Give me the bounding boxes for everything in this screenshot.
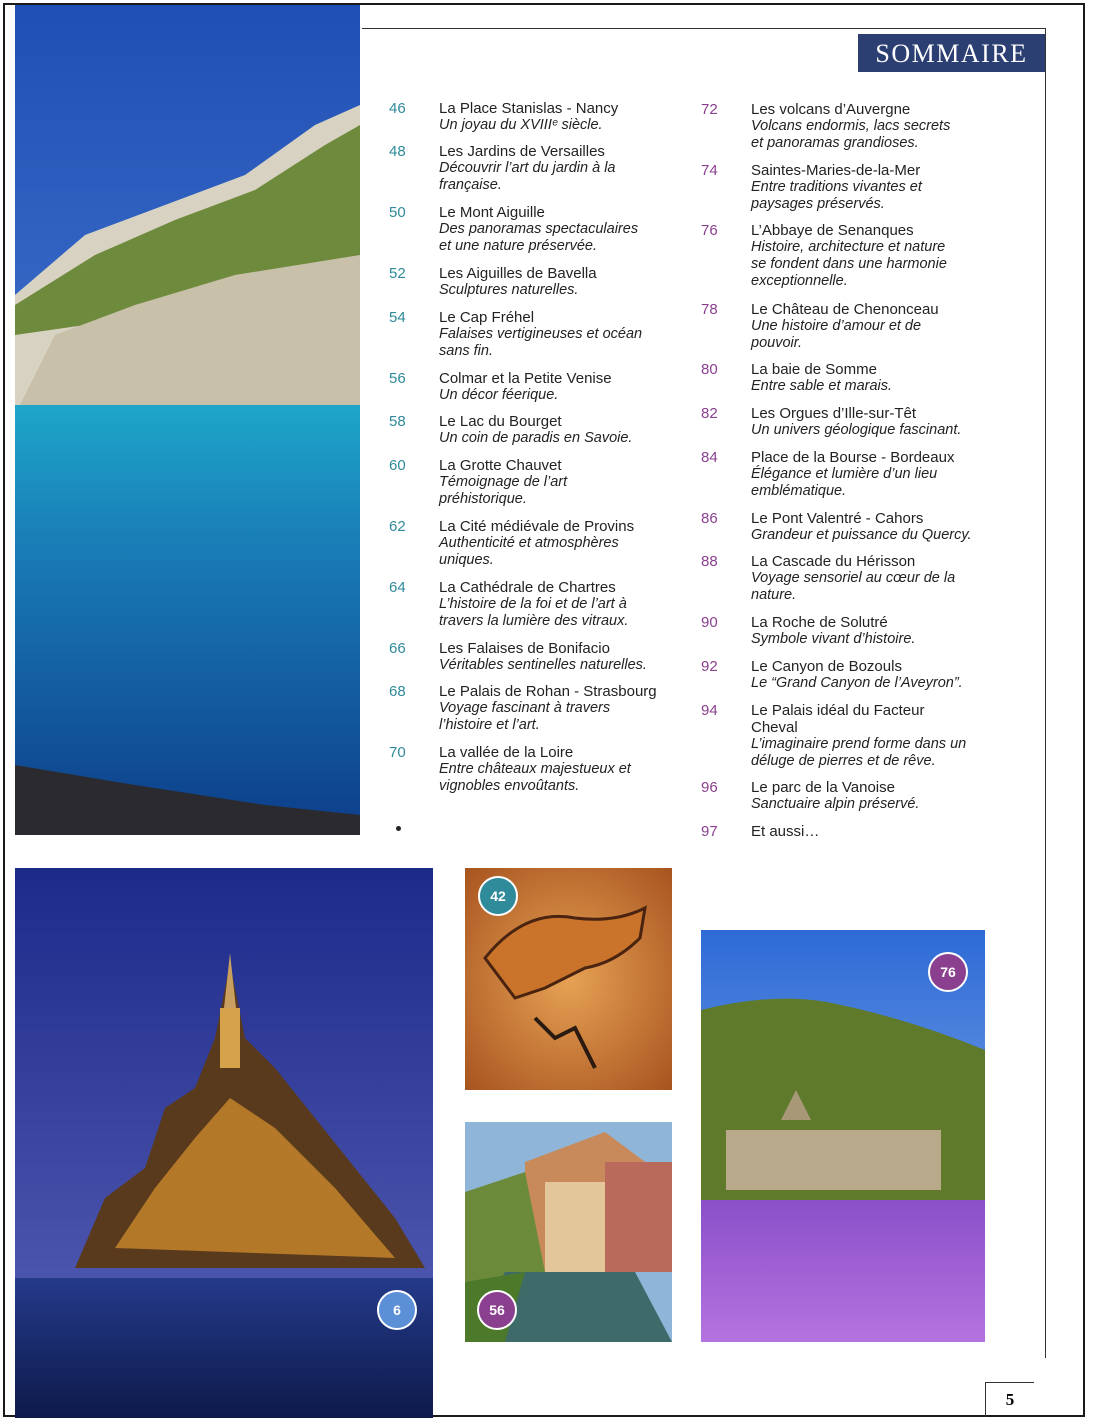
toc-entry[interactable] [701,449,1001,500]
toc-subtitle: pouvoir. [751,335,803,351]
bullet-dot [396,826,401,831]
page-title: SOMMAIRE [858,34,1045,72]
toc-page-number: 70 [389,744,406,761]
toc-subtitle: Témoignage de l’art [439,474,568,490]
toc-subtitle: Voyage fascinant à travers [439,700,611,716]
toc-subtitle: Symbole vivant d’histoire. [751,631,916,647]
toc-entry[interactable] [389,204,689,255]
toc-subtitle: déluge de pierres et de rêve. [751,753,936,769]
toc-entry[interactable] [389,265,689,299]
toc-title: Le Canyon de Bozouls [751,658,902,675]
photo-calanque [15,5,360,835]
toc-title: La vallée de la Loire [439,744,574,761]
toc-page-number: 62 [389,518,406,535]
toc-page-number: 80 [701,361,718,378]
toc-title: Et aussi… [751,823,820,840]
toc-subtitle: exceptionnelle. [751,273,848,289]
toc-subtitle: Un joyau du XVIIIᵉ siècle. [439,117,603,133]
toc-page-number: 84 [701,449,718,466]
toc-title: Les Aiguilles de Bavella [439,265,597,282]
toc-page-number: 66 [389,640,406,657]
toc-subtitle: Élégance et lumière d’un lieu [751,466,938,482]
toc-entry[interactable] [701,162,1001,213]
toc-subtitle: Histoire, architecture et nature [751,239,946,255]
toc-subtitle: Une histoire d’amour et de [751,318,922,334]
toc-page-number: 48 [389,143,406,160]
toc-subtitle: Entre traditions vivantes et [751,179,922,195]
toc-subtitle: travers la lumière des vitraux. [439,613,629,629]
toc-entry[interactable] [701,702,1001,770]
toc-title: Les volcans d’Auvergne [751,101,911,118]
toc-title: La baie de Somme [751,361,877,378]
toc-subtitle: L’imaginaire prend forme dans un [751,736,967,752]
toc-subtitle: l’histoire et l’art. [439,717,540,733]
toc-subtitle: sans fin. [439,343,493,359]
toc-subtitle: paysages préservés. [751,196,885,212]
toc-entry[interactable] [389,579,689,630]
toc-title: Le Cap Fréhel [439,309,535,326]
toc-title: Le parc de la Vanoise [751,779,895,796]
badge-page-56[interactable]: 56 [477,1290,517,1330]
toc-subtitle: française. [439,177,502,193]
toc-title: Saintes-Maries-de-la-Mer [751,162,921,179]
toc-title: La Cathédrale de Chartres [439,579,616,596]
toc-page-number: 97 [701,823,718,840]
toc-title-continued: Cheval [751,719,798,736]
toc-subtitle: Falaises vertigineuses et océan [439,326,643,342]
toc-entry[interactable] [389,309,689,360]
toc-subtitle: Grandeur et puissance du Quercy. [751,527,972,543]
toc-subtitle: Volcans endormis, lacs secrets [751,118,951,134]
toc-subtitle: Le “Grand Canyon de l’Aveyron”. [751,675,963,691]
toc-title: Place de la Bourse - Bordeaux [751,449,955,466]
toc-entry[interactable] [701,614,1001,648]
toc-entry[interactable] [701,301,1001,352]
toc-entry[interactable] [701,222,1001,290]
toc-page-number: 56 [389,370,406,387]
toc-subtitle: Entre sable et marais. [751,378,893,394]
toc-page-number: 88 [701,553,718,570]
badge-page-6[interactable]: 6 [377,1290,417,1330]
toc-subtitle: Véritables sentinelles naturelles. [439,657,647,673]
toc-page-number: 92 [701,658,718,675]
toc-subtitle: Un coin de paradis en Savoie. [439,430,633,446]
toc-subtitle: uniques. [439,552,494,568]
toc-page-number: 78 [701,301,718,318]
toc-subtitle: Sanctuaire alpin préservé. [751,796,920,812]
toc-title: Le Lac du Bourget [439,413,562,430]
toc-page-number: 60 [389,457,406,474]
toc-entry[interactable] [389,744,689,795]
toc-subtitle: Découvrir l’art du jardin à la [439,160,616,176]
toc-title: La Roche de Solutré [751,614,888,631]
toc-entry[interactable] [389,518,689,569]
badge-page-76[interactable]: 76 [928,952,968,992]
toc-page-number: 64 [389,579,406,596]
toc-subtitle: Voyage sensoriel au cœur de la [751,570,956,586]
toc-entry[interactable] [389,143,689,194]
toc-page-number: 86 [701,510,718,527]
toc-title: Le Pont Valentré - Cahors [751,510,924,527]
toc-title: Le Palais de Rohan - Strasbourg [439,683,657,700]
toc-title: La Grotte Chauvet [439,457,562,474]
toc-title: Les Falaises de Bonifacio [439,640,610,657]
toc-title: Colmar et la Petite Venise [439,370,612,387]
toc-page-number: 76 [701,222,718,239]
toc-entry[interactable] [701,553,1001,604]
toc-page-number: 74 [701,162,718,179]
toc-page-number: 46 [389,100,406,117]
page-number: 5 [985,1382,1034,1417]
toc-entry[interactable] [701,510,1001,544]
toc-title: La Cité médiévale de Provins [439,518,635,535]
toc-subtitle: et panoramas grandioses. [751,135,919,151]
toc-subtitle: vignobles envoûtants. [439,778,580,794]
toc-page-number: 90 [701,614,718,631]
toc-page-number: 58 [389,413,406,430]
toc-entry[interactable] [701,361,1001,395]
toc-subtitle: se fondent dans une harmonie [751,256,947,272]
toc-entry[interactable] [701,405,1001,439]
toc-entry[interactable] [389,370,689,404]
toc-subtitle: Un univers géologique fascinant. [751,422,962,438]
badge-page-42[interactable]: 42 [478,876,518,916]
toc-subtitle: Un décor féerique. [439,387,559,403]
toc-title: Le Château de Chenonceau [751,301,939,318]
toc-page-number: 94 [701,702,718,719]
toc-entry[interactable] [701,823,1001,840]
toc-subtitle: Sculptures naturelles. [439,282,579,298]
toc-subtitle: nature. [751,587,797,603]
toc-page-number: 52 [389,265,406,282]
toc-title: La Place Stanislas - Nancy [439,100,619,117]
toc-subtitle: L’histoire de la foi et de l’art à [439,596,627,612]
toc-page-number: 68 [389,683,406,700]
toc-subtitle: et une nature préservée. [439,238,597,254]
toc-entry[interactable] [701,779,1001,813]
toc-subtitle: Authenticité et atmosphères [439,535,619,551]
toc-title: Les Jardins de Versailles [439,143,605,160]
toc-subtitle: Entre châteaux majestueux et [439,761,631,777]
toc-subtitle: emblématique. [751,483,847,499]
toc-entry[interactable] [389,100,689,134]
toc-title: La Cascade du Hérisson [751,553,916,570]
toc-page-number: 82 [701,405,718,422]
toc-title: Le Palais idéal du Facteur [751,702,925,719]
toc-subtitle: Des panoramas spectaculaires [439,221,639,237]
toc-title: Les Orgues d’Ille-sur-Têt [751,405,917,422]
toc-page-number: 96 [701,779,718,796]
toc-title: L’Abbaye de Senanques [751,222,914,239]
toc-page-number: 72 [701,101,718,118]
toc-entry[interactable] [389,683,689,734]
toc-entry[interactable] [389,413,689,447]
toc-subtitle: préhistorique. [439,491,527,507]
toc-page-number: 54 [389,309,406,326]
toc-entry[interactable] [389,457,689,508]
toc-page-number: 50 [389,204,406,221]
toc-title: Le Mont Aiguille [439,204,545,221]
toc-entry[interactable] [701,658,1001,692]
toc-entry[interactable] [701,101,1001,152]
toc-entry[interactable] [389,640,689,674]
